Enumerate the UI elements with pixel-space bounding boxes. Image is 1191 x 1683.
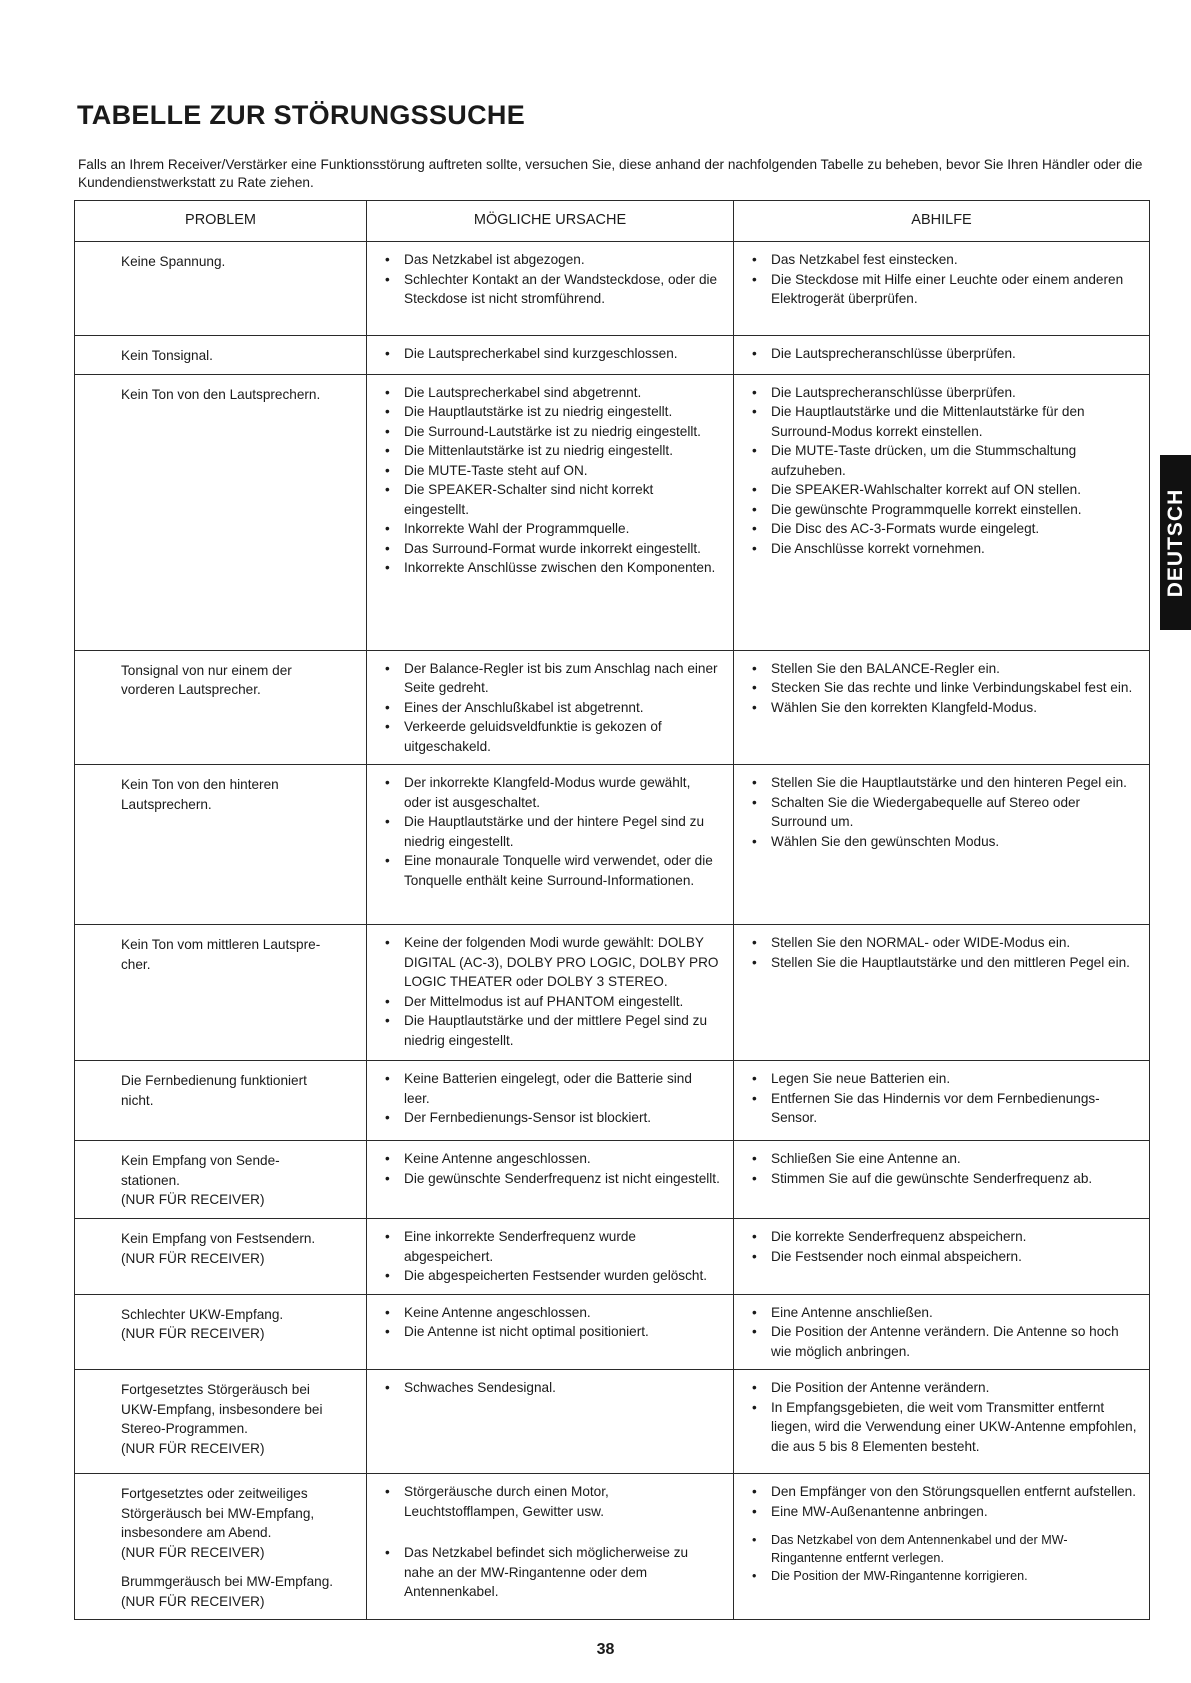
problem-line: nicht. xyxy=(121,1092,154,1108)
fix-item: • Das Netzkabel fest einstecken. xyxy=(744,250,1137,270)
cause-cell xyxy=(367,1370,734,1474)
table-row xyxy=(75,374,1150,650)
problem-line: cher. xyxy=(121,956,151,972)
fix-cell xyxy=(734,1141,1150,1219)
problem-cell xyxy=(75,1141,367,1219)
fix-item: • Die korrekte Senderfrequenz abspeichern. xyxy=(744,1227,1137,1247)
fix-item: • Die SPEAKER-Wahlschalter korrekt auf ON stellen. xyxy=(744,480,1137,500)
fix-cell xyxy=(734,1061,1150,1141)
fix-cell xyxy=(734,242,1150,336)
fix-item: • Stellen Sie den NORMAL- oder WIDE-Modus ein. xyxy=(744,933,1137,953)
problem-line: Störgeräusch bei MW-Empfang, xyxy=(121,1505,315,1521)
cause-cell xyxy=(367,1474,734,1620)
cause-item: • Die Antenne ist nicht optimal positioniert. xyxy=(377,1322,721,1342)
fix-item: • Eine MW-Außenantenne anbringen. xyxy=(744,1502,1137,1522)
cause-item: • Eines der Anschlußkabel ist abgetrennt. xyxy=(377,698,721,718)
problem-line: (NUR FÜR RECEIVER) xyxy=(121,1250,265,1266)
problem-line: Die Fernbedienung funktioniert xyxy=(121,1073,307,1088)
fix-cell xyxy=(734,765,1150,925)
problem-line: Brummgeräusch bei MW-Empfang. xyxy=(121,1574,334,1589)
table-row xyxy=(75,1474,1150,1620)
problem-line: Fortgesetztes Störgeräusch bei xyxy=(121,1382,310,1397)
problem-line: (NUR FÜR RECEIVER) xyxy=(121,1544,265,1560)
cause-item: • Die gewünschte Senderfrequenz ist nicht eingestellt. xyxy=(377,1169,721,1189)
problem-line: UKW-Empfang, insbesondere bei xyxy=(121,1401,323,1417)
fix-item: • Die gewünschte Programmquelle korrekt einstellen. xyxy=(744,500,1137,520)
table-row xyxy=(75,1061,1150,1141)
cause-item: • Eine inkorrekte Senderfrequenz wurde abgespeichert. xyxy=(377,1227,721,1266)
fix-item: • Die Lautsprecheranschlüsse überprüfen. xyxy=(744,344,1137,364)
cause-item: • Die SPEAKER-Schalter sind nicht korrekt eingestellt. xyxy=(377,480,721,519)
table-header-row xyxy=(75,201,1150,242)
cause-item: • Schwaches Sendesignal. xyxy=(377,1378,721,1398)
fix-item: • Die Steckdose mit Hilfe einer Leuchte oder einem anderen Elektrogerät überprüfen. xyxy=(744,270,1137,309)
problem-cell xyxy=(75,1219,367,1295)
problem-cell xyxy=(75,1370,367,1474)
cause-item: • Keine der folgenden Modi wurde gewählt: DOLBY DIGITAL (AC-3), DOLBY PRO LOGIC, DOLBY PRO LOGIC THEATER oder DOLBY 3 STEREO. xyxy=(377,933,721,992)
fix-item: • Die Lautsprecheranschlüsse überprüfen. xyxy=(744,383,1137,403)
problem-cell xyxy=(75,1294,367,1370)
table-row xyxy=(75,1370,1150,1474)
fix-item: • Schließen Sie eine Antenne an. xyxy=(744,1149,1137,1169)
cause-item: • Die MUTE-Taste steht auf ON. xyxy=(377,461,721,481)
cause-cell xyxy=(367,925,734,1061)
troubleshooting-table xyxy=(74,200,1150,1620)
cause-item: • Die Hauptlautstärke und der hintere Pegel sind zu niedrig eingestellt. xyxy=(377,812,721,851)
cause-item: • Die abgespeicherten Festsender wurden gelöscht. xyxy=(377,1266,721,1286)
fix-cell xyxy=(734,374,1150,650)
header-problem: PROBLEM xyxy=(75,201,367,242)
language-tab-label: DEUTSCH xyxy=(1163,488,1187,597)
cause-item: • Keine Antenne angeschlossen. xyxy=(377,1303,721,1323)
cause-item: • Keine Antenne angeschlossen. xyxy=(377,1149,721,1169)
problem-line: Keine Spannung. xyxy=(121,254,226,269)
fix-cell xyxy=(734,650,1150,765)
fix-item: • Die Position der Antenne verändern. Die Antenne so hoch wie möglich anbringen. xyxy=(744,1322,1137,1361)
problem-cell xyxy=(75,336,367,375)
problem-line: vorderen Lautsprecher. xyxy=(121,682,261,697)
problem-line: Kein Tonsignal. xyxy=(121,348,213,363)
problem-cell xyxy=(75,650,367,765)
fix-cell xyxy=(734,1370,1150,1474)
problem-line: Kein Ton vom mittleren Lautspre- xyxy=(121,937,321,952)
fix-item: • Stellen Sie den BALANCE-Regler ein. xyxy=(744,659,1137,679)
cause-cell xyxy=(367,336,734,375)
table-row xyxy=(75,1294,1150,1370)
problem-line: Schlechter UKW-Empfang. xyxy=(121,1306,284,1322)
problem-line: Kein Empfang von Sende- xyxy=(121,1153,280,1168)
problem-line: (NUR FÜR RECEIVER) xyxy=(121,1326,265,1341)
cause-item: • Die Hauptlautstärke und der mittlere Pegel sind zu niedrig eingestellt. xyxy=(377,1011,721,1050)
cause-item: • Eine monaurale Tonquelle wird verwendet, oder die Tonquelle enthält keine Surround-Informationen. xyxy=(377,851,721,890)
table-row xyxy=(75,336,1150,375)
cause-item: • Die Mittenlautstärke ist zu niedrig eingestellt. xyxy=(377,441,721,461)
cause-item: • Das Surround-Format wurde inkorrekt eingestellt. xyxy=(377,539,721,559)
fix-item: • Eine Antenne anschließen. xyxy=(744,1303,1137,1323)
cause-cell xyxy=(367,765,734,925)
cause-cell xyxy=(367,1219,734,1295)
problem-cell xyxy=(75,242,367,336)
problem-line: (NUR FÜR RECEIVER) xyxy=(121,1192,265,1207)
problem-cell xyxy=(75,1474,367,1620)
intro-paragraph: Falls an Ihrem Receiver/Verstärker eine Funktionsstörung auftreten sollte, versuchen Sie, diese anhand der nachfolgenden Tabelle zu beheben, bevor Sie Ihren Händler oder die Kundendienstwerkstatt zu Rate ziehen. xyxy=(78,157,1143,190)
problem-line: Lautsprechern. xyxy=(121,796,212,812)
cause-item: • Der inkorrekte Klangfeld-Modus wurde gewählt, oder ist ausgeschaltet. xyxy=(377,773,721,812)
page-title: TABELLE ZUR STÖRUNGSSUCHE xyxy=(77,100,526,130)
fix-item: • Die Disc des AC-3-Formats wurde eingelegt. xyxy=(744,519,1137,539)
header-fix: ABHILFE xyxy=(734,201,1150,242)
fix-cell xyxy=(734,1294,1150,1370)
fix-item: • Die MUTE-Taste drücken, um die Stummschaltung aufzuheben. xyxy=(744,441,1137,480)
page-number: 38 xyxy=(596,1641,615,1658)
language-side-tab xyxy=(1160,455,1191,630)
table-row xyxy=(75,650,1150,765)
problem-line: insbesondere am Abend. xyxy=(121,1525,272,1540)
cause-cell xyxy=(367,1061,734,1141)
table-row xyxy=(75,765,1150,925)
problem-line: Kein Empfang von Festsendern. xyxy=(121,1231,316,1246)
problem-cell xyxy=(75,925,367,1061)
cause-item: • Das Netzkabel ist abgezogen. xyxy=(377,250,721,270)
cause-item: • Störgeräusche durch einen Motor, Leuchtstofflampen, Gewitter usw. xyxy=(377,1482,721,1521)
problem-cell xyxy=(75,374,367,650)
table-row xyxy=(75,1141,1150,1219)
fix-item: • Wählen Sie den gewünschten Modus. xyxy=(744,832,1137,852)
cause-item: • Der Fernbedienungs-Sensor ist blockiert. xyxy=(377,1108,721,1128)
fix-cell xyxy=(734,336,1150,375)
cause-item: • Verkeerde geluidsveldfunktie is gekozen of uitgeschakeld. xyxy=(377,717,721,756)
fix-item: • Schalten Sie die Wiedergabequelle auf Stereo oder Surround um. xyxy=(744,793,1137,832)
cause-item: • Der Mittelmodus ist auf PHANTOM eingestellt. xyxy=(377,992,721,1012)
problem-line: Kein Ton von den Lautsprechern. xyxy=(121,386,321,402)
fix-item: • Die Anschlüsse korrekt vornehmen. xyxy=(744,539,1137,559)
fix-cell xyxy=(734,925,1150,1061)
fix-item: • Die Position der Antenne verändern. xyxy=(744,1378,1137,1398)
fix-item: • Entfernen Sie das Hindernis vor dem Fernbedienungs-Sensor. xyxy=(744,1089,1137,1128)
cause-cell xyxy=(367,374,734,650)
fix-item: • Den Empfänger von den Störungsquellen entfernt aufstellen. xyxy=(744,1482,1137,1502)
fix-item: • Die Hauptlautstärke und die Mittenlautstärke für den Surround-Modus korrekt einstellen. xyxy=(744,402,1137,441)
fix-item: • Legen Sie neue Batterien ein. xyxy=(744,1069,1137,1089)
problem-line: Fortgesetztes oder zeitweiliges xyxy=(121,1486,308,1501)
fix-cell xyxy=(734,1474,1150,1620)
cause-cell xyxy=(367,1294,734,1370)
problem-cell xyxy=(75,765,367,925)
header-cause: MÖGLICHE URSACHE xyxy=(367,201,734,242)
cause-cell xyxy=(367,650,734,765)
table-row xyxy=(75,242,1150,336)
cause-item: • Der Balance-Regler ist bis zum Anschlag nach einer Seite gedreht. xyxy=(377,659,721,698)
problem-line: (NUR FÜR RECEIVER) xyxy=(121,1440,265,1456)
cause-item: • Keine Batterien eingelegt, oder die Batterie sind leer. xyxy=(377,1069,721,1108)
problem-line: Tonsignal von nur einem der xyxy=(121,662,292,678)
cause-cell xyxy=(367,242,734,336)
table-row xyxy=(75,925,1150,1061)
cause-item: • Das Netzkabel befindet sich möglicherweise zu nahe an der MW-Ringantenne oder dem Antennenkabel. xyxy=(377,1543,721,1602)
cause-item: • Inkorrekte Anschlüsse zwischen den Komponenten. xyxy=(377,558,721,578)
cause-item: • Die Lautsprecherkabel sind kurzgeschlossen. xyxy=(377,344,721,364)
fix-item: • In Empfangsgebieten, die weit vom Transmitter entfernt liegen, wird die Verwendung einer UKW-Antenne empfohlen, die aus 5 bis 8 Elementen besteht. xyxy=(744,1398,1137,1457)
fix-item: • Stellen Sie die Hauptlautstärke und den mittleren Pegel ein. xyxy=(744,953,1137,973)
fix-item: • Stellen Sie die Hauptlautstärke und den hinteren Pegel ein. xyxy=(744,773,1137,793)
cause-item: • Schlechter Kontakt an der Wandsteckdose, oder die Steckdose ist nicht stromführend. xyxy=(377,270,721,309)
problem-line: stationen. xyxy=(121,1172,180,1188)
problem-cell xyxy=(75,1061,367,1141)
table-row xyxy=(75,1219,1150,1295)
fix-item: • Das Netzkabel von dem Antennenkabel und der MW-Ringantenne entfernt verlegen. xyxy=(744,1531,1137,1567)
cause-item: • Die Surround-Lautstärke ist zu niedrig eingestellt. xyxy=(377,422,721,442)
fix-item: • Die Position der MW-Ringantenne korrigieren. xyxy=(744,1567,1137,1585)
cause-cell xyxy=(367,1141,734,1219)
problem-line: Stereo-Programmen. xyxy=(121,1421,248,1436)
cause-item: • Die Hauptlautstärke ist zu niedrig eingestellt. xyxy=(377,402,721,422)
fix-item: • Wählen Sie den korrekten Klangfeld-Modus. xyxy=(744,698,1137,718)
cause-item: • Inkorrekte Wahl der Programmquelle. xyxy=(377,519,721,539)
fix-item: • Die Festsender noch einmal abspeichern. xyxy=(744,1247,1137,1267)
cause-item: • Die Lautsprecherkabel sind abgetrennt. xyxy=(377,383,721,403)
fix-item: • Stecken Sie das rechte und linke Verbindungskabel fest ein. xyxy=(744,678,1137,698)
fix-item: • Stimmen Sie auf die gewünschte Senderfrequenz ab. xyxy=(744,1169,1137,1189)
fix-cell xyxy=(734,1219,1150,1295)
problem-line: (NUR FÜR RECEIVER) xyxy=(121,1593,265,1609)
problem-line: Kein Ton von den hinteren xyxy=(121,777,279,792)
